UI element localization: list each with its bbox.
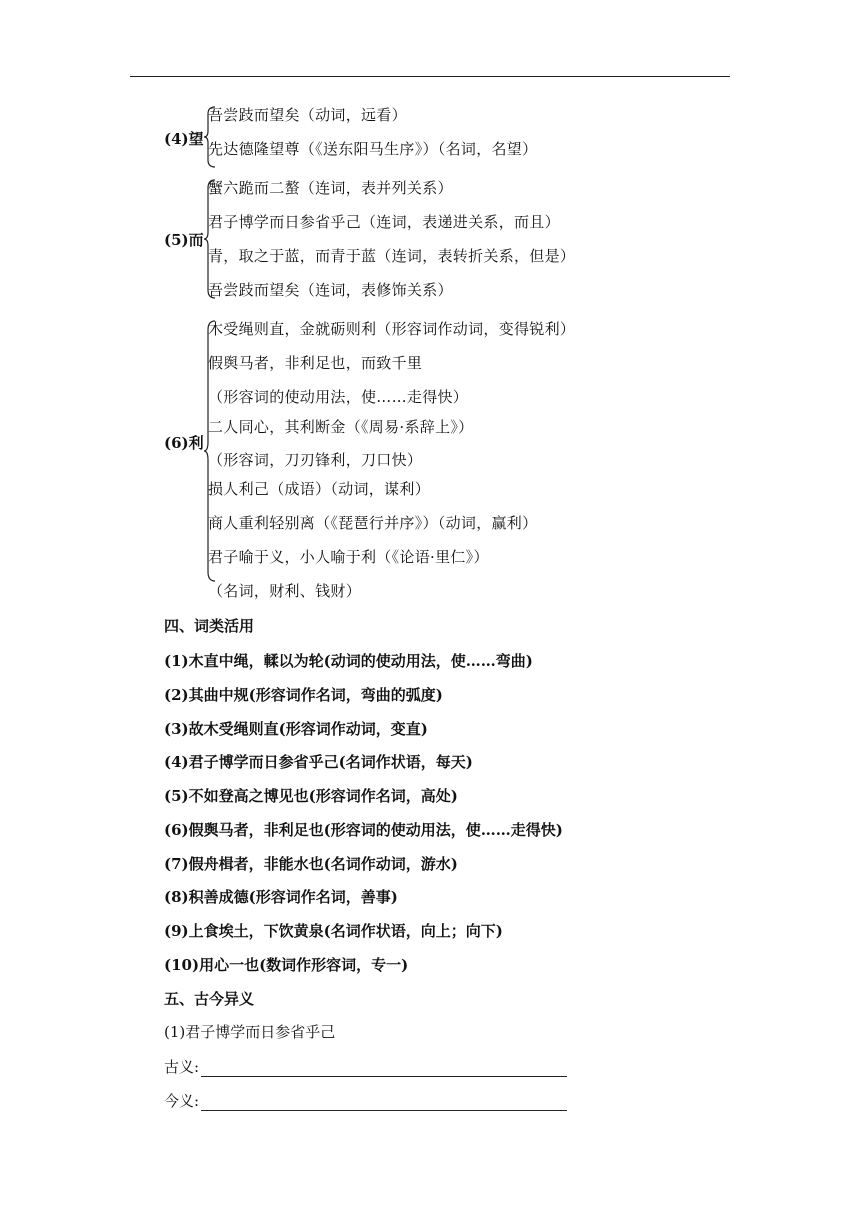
section-title: 四、词类活用 bbox=[164, 617, 255, 635]
group-line: 吾尝跂而望矣（动词，远看） bbox=[208, 106, 407, 124]
group-line: 先达德隆望尊（《送东阳马生序》）（名词，名望） bbox=[208, 140, 538, 158]
list-item: (1)木直中绳，輮以为轮(动词的使动用法，使……弯曲) bbox=[164, 652, 533, 670]
group-label: (5)而 bbox=[164, 231, 204, 249]
list-item: (6)假舆马者，非利足也(形容词的使动用法，使……走得快) bbox=[164, 821, 563, 839]
header-rule bbox=[130, 76, 730, 77]
group-line: （名词，财利、钱财） bbox=[208, 582, 362, 600]
answer-label: 今义: bbox=[164, 1092, 200, 1110]
list-item bbox=[164, 1021, 335, 1042]
list-item: (2)其曲中规(形容词作名词，弯曲的弧度) bbox=[164, 686, 443, 704]
answer-blank[interactable] bbox=[201, 1061, 567, 1077]
group-line: 二人同心，其利断金（《周易·系辞上》） bbox=[208, 418, 474, 436]
list-item: (4)君子博学而日参省乎己(名词作状语，每天) bbox=[164, 753, 473, 771]
group-line: 蟹六跪而二螯（连词，表并列关系） bbox=[208, 179, 453, 197]
group-line: 青，取之于蓝，而青于蓝（连词，表转折关系，但是） bbox=[208, 247, 576, 265]
group-line: 损人利己（成语）（动词，谋利） bbox=[208, 480, 431, 498]
group-line: 君子喻于义，小人喻于利（《论语·里仁》） bbox=[208, 548, 489, 566]
group-line: 君子博学而日参省乎己（连词，表递进关系，而且） bbox=[208, 213, 560, 231]
answer-line-gu[interactable] bbox=[164, 1056, 567, 1077]
list-item: (3)故木受绳则直(形容词作动词，变直) bbox=[164, 720, 428, 738]
list-item-text: (1)君子博学而日参省乎己 bbox=[164, 1023, 336, 1041]
list-item: (5)不如登高之博见也(形容词作名词，高处) bbox=[164, 787, 458, 805]
group-label: (6)利 bbox=[164, 434, 204, 452]
group-line: （形容词的使动用法，使……走得快） bbox=[208, 388, 469, 406]
group-line: 假舆马者，非利足也，而致千里 bbox=[208, 354, 423, 372]
section-title: 五、古今异义 bbox=[164, 990, 255, 1008]
answer-line-jin[interactable] bbox=[164, 1090, 567, 1111]
group-line: 商人重利轻别离（《琵琶行并序》）（动词，赢利） bbox=[208, 514, 538, 532]
list-item: (9)上食埃土，下饮黄泉(名词作状语，向上；向下) bbox=[164, 922, 503, 940]
group-line: （形容词，刀刃锋利，刀口快） bbox=[208, 451, 423, 469]
group-label: (4)望 bbox=[164, 130, 204, 148]
answer-label: 古义: bbox=[164, 1058, 200, 1076]
answer-blank[interactable] bbox=[201, 1095, 567, 1111]
group-line: 吾尝跂而望矣（连词，表修饰关系） bbox=[208, 281, 453, 299]
list-item: (7)假舟楫者，非能水也(名词作动词，游水) bbox=[164, 855, 458, 873]
group-line: 木受绳则直，金就砺则利（形容词作动词，变得锐利） bbox=[208, 320, 576, 338]
list-item: (10)用心一也(数词作形容词，专一) bbox=[164, 956, 409, 974]
list-item: (8)积善成德(形容词作名词，善事) bbox=[164, 888, 398, 906]
